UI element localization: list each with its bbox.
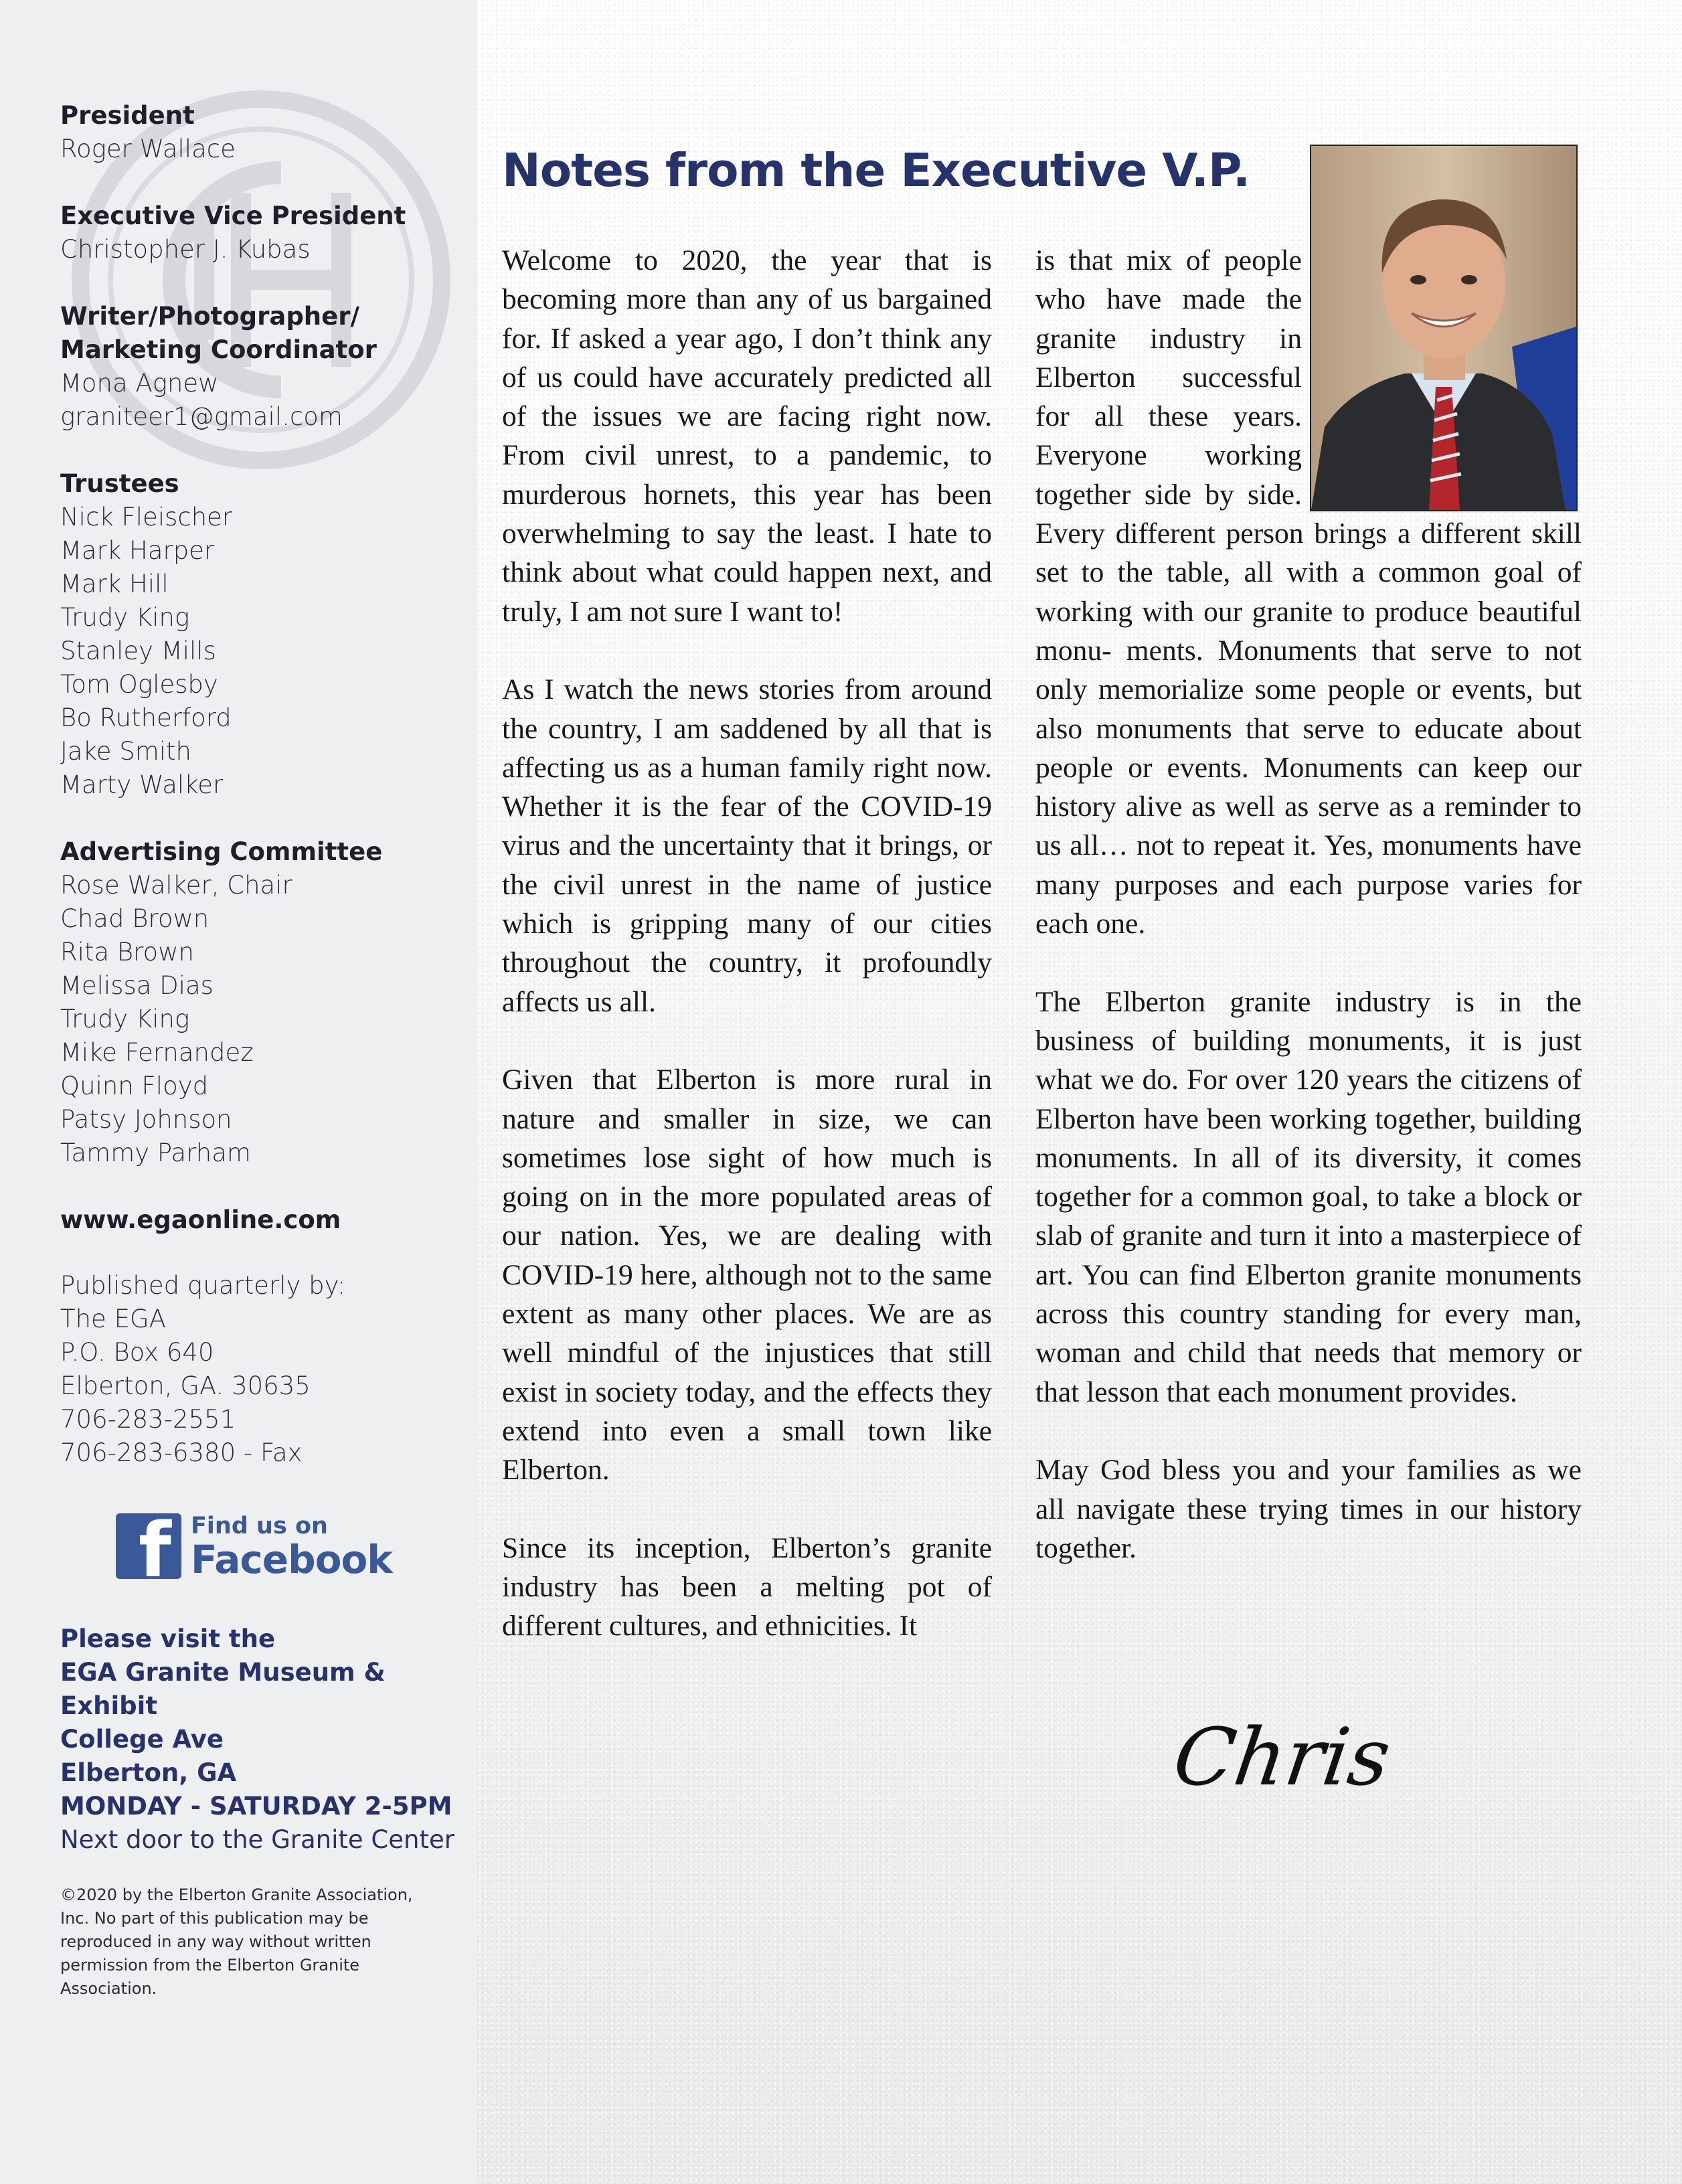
- staff-name: Mike Fernandez: [60, 1038, 254, 1067]
- staff-name: Christopher J. Kubas: [60, 235, 311, 264]
- staff-group-heading: Advertising Committee: [60, 837, 383, 866]
- staff-group-heading: Marketing Coordinator: [60, 335, 377, 364]
- email-link[interactable]: graniteer1@gmail.com: [60, 402, 343, 431]
- copyright-notice: ©2020 by the Elberton Granite Association, Inc. No part of this publication may be reproduced in any way without written permission from the Elberton Granite Association.: [60, 1885, 413, 1998]
- publisher-line: P.O. Box 640: [60, 1338, 214, 1367]
- facebook-icon: f: [116, 1513, 181, 1579]
- staff-list: [60, 99, 462, 1170]
- article-paragraph: As I watch the news stories from around the country, I am saddened by all that is affecting us as a human family right now. Whether it is the fear of the COVID-19 virus and the uncertainty that it brings, or the civil unrest in the name of justice which is gripping many of our cities throughout the country, it profoundly affects us all.: [502, 673, 992, 1018]
- staff-name: Tom Oglesby: [60, 670, 218, 699]
- staff-name: Mark Harper: [60, 536, 215, 565]
- staff-name: Rose Walker, Chair: [60, 871, 292, 900]
- signature: Chris: [1168, 1711, 1396, 1803]
- website-link[interactable]: www.egaonline.com: [60, 1205, 341, 1234]
- museum-line: Please visit the: [60, 1624, 276, 1653]
- portrait-illustration: [1311, 146, 1576, 510]
- article-paragraph: Since its inception, Elberton’s granite industry has been a melting pot of different cultures, and ethnicities. It: [502, 1531, 992, 1643]
- staff-name: Jake Smith: [60, 737, 191, 766]
- staff-name: Bo Rutherford: [60, 703, 232, 732]
- staff-name: Melissa Dias: [60, 971, 214, 1000]
- staff-name: Tammy Parham: [60, 1139, 251, 1167]
- facebook-name: Facebook: [191, 1537, 392, 1582]
- author-portrait-photo: [1310, 145, 1578, 511]
- museum-line: MONDAY - SATURDAY 2-5PM: [60, 1792, 452, 1821]
- staff-name: Trudy King: [60, 603, 190, 632]
- museum-line: EGA Granite Museum & Exhibit: [60, 1658, 386, 1720]
- facebook-find-label: Find us on: [191, 1513, 328, 1539]
- article-paragraph: The Elberton granite industry is in the business of building monuments, it is just what we do. For over 120 years the citizens of Elberton have been working together, building monuments. In all of its diversity, it comes together for a common goal, to take a block or slab of granite and turn it into a masterpiece of art. You can find Elberton granite monuments across this country standing for every man, woman and child that needs that memory or that lesson that each monument provides.: [1035, 985, 1582, 1408]
- museum-line: College Ave: [60, 1725, 224, 1754]
- staff-group: [60, 835, 462, 1170]
- museum-line: Elberton, GA: [60, 1758, 237, 1787]
- publisher-line: Published quarterly by:: [60, 1271, 346, 1300]
- staff-group: [60, 199, 462, 266]
- article-paragraph: is that mix of people who have made the granite industry in Elberton successful for all these years. Everyone working together side by side. Every different person brings a different skill set to the table, all with a common goal of working with our granite to produce beautiful monu- ments. Monuments that serve to not only memorialize some people or events, but also monuments that serve to educate about people or events. Monuments can keep our history alive as well as serve as a reminder to us all… not to repeat it. Yes, monuments have many purposes and each purpose varies for each one.: [1035, 244, 1582, 940]
- staff-group: [60, 99, 462, 166]
- staff-name: Marty Walker: [60, 770, 224, 799]
- staff-group-heading: Trustees: [60, 469, 179, 498]
- staff-name: Mona Agnew: [60, 369, 219, 398]
- publisher-info: [60, 1269, 462, 1470]
- staff-name: Roger Wallace: [60, 135, 236, 163]
- staff-name: Nick Fleischer: [60, 503, 233, 531]
- sidebar-content: [60, 99, 462, 2001]
- museum-note: Next door to the Granite Center: [60, 1825, 454, 1854]
- museum-info: [60, 1622, 462, 1857]
- staff-group-heading: Executive Vice President: [60, 201, 406, 230]
- staff-name: Quinn Floyd: [60, 1072, 209, 1100]
- staff-group: [60, 300, 462, 434]
- publisher-line: Elberton, GA. 30635: [60, 1371, 311, 1400]
- article-title: Notes from the Executive V.P.: [502, 144, 1250, 197]
- publisher-line: 706-283-6380 - Fax: [60, 1438, 303, 1467]
- staff-name: Patsy Johnson: [60, 1105, 232, 1134]
- staff-group-heading: President: [60, 101, 195, 130]
- staff-group-heading: Writer/Photographer/: [60, 302, 359, 331]
- staff-name: Trudy King: [60, 1005, 190, 1033]
- article-paragraph: Welcome to 2020, the year that is becoming more than any of us bargained for. If asked a year ago, I don’t think any of us could have accurately predicted all of the issues we are facing right now. From civil unrest, to a pandemic, to murderous hornets, this year has been overwhelming to say the least. I hate to think about what could happen next, and truly, I am not sure I want to!: [502, 244, 992, 628]
- article-column-1: [502, 241, 992, 1646]
- staff-name: Mark Hill: [60, 570, 169, 598]
- article-paragraph: May God bless you and your families as we all navigate these trying times in our history together.: [1035, 1454, 1582, 1564]
- staff-name: Stanley Mills: [60, 637, 216, 665]
- staff-name: Rita Brown: [60, 938, 194, 967]
- sidebar: [0, 0, 477, 2184]
- facebook-badge[interactable]: [116, 1511, 462, 1581]
- publisher-line: 706-283-2551: [60, 1405, 236, 1434]
- article-paragraph: Given that Elberton is more rural in nature and smaller in size, we can sometimes lose sight of how much is going on in the more populated areas of our nation. Yes, we are dealing with COVID-19 here, although not to the same extent as many other places. We are as well mindful of the injustices that still exist in society today, and the effects they extend into even a small town like Elberton.: [502, 1064, 992, 1487]
- staff-group: [60, 467, 462, 802]
- staff-name: Chad Brown: [60, 904, 209, 933]
- publisher-line: The EGA: [60, 1305, 166, 1333]
